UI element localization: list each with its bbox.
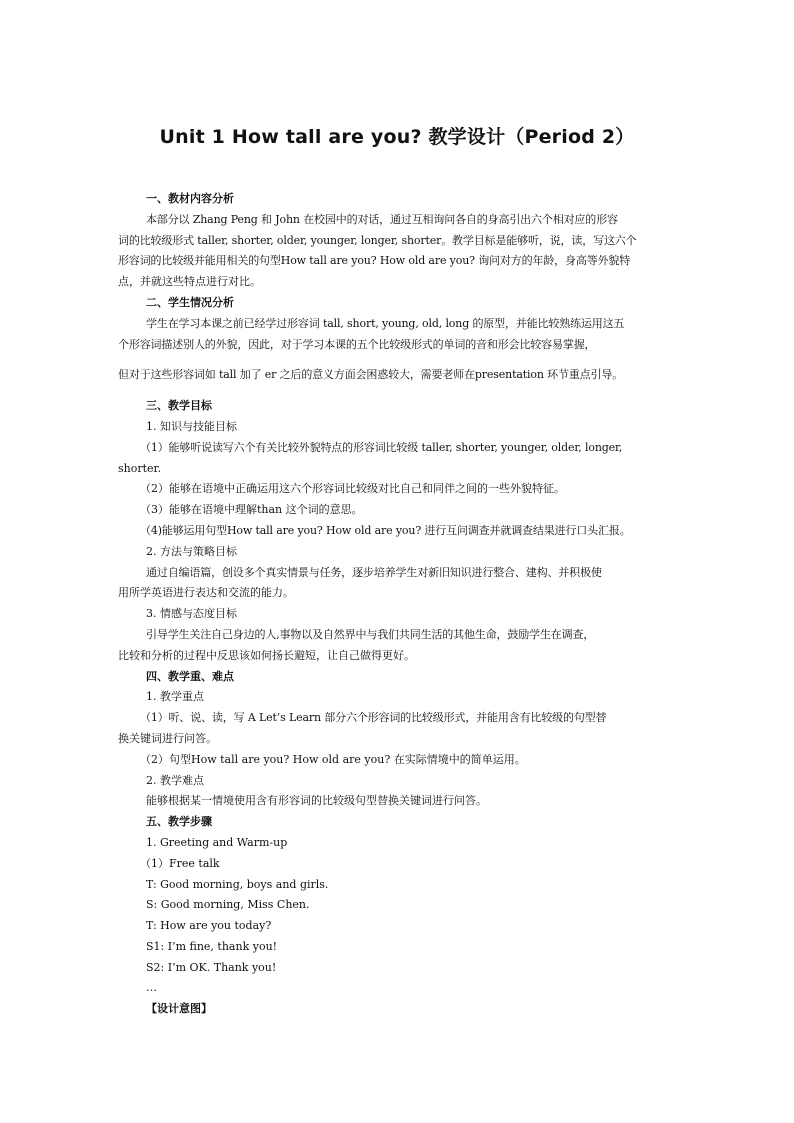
list-item: （1）能够听说读写六个有关比较外貌特点的形容词比较级 taller, shorter, younger, older, longer, [140,440,623,454]
paragraph-line: 比较和分析的过程中反思该如何扬长避短，让自己做得更好。 [118,648,415,662]
list-item-continuation: shorter. [118,461,162,475]
dialogue-line: S2: I’m OK. Thank you! [146,960,277,974]
paragraph-line: 能够根据某一情境使用含有形容词的比较级句型替换关键词进行问答。 [146,794,487,808]
section-heading-2: 二、学生情况分析 [146,295,234,309]
paragraph-line: 个形容词描述别人的外貌，因此，对于学习本课的五个比较级形式的单词的音和形会比较容易掌握， [118,337,596,351]
section-heading-4: 四、教学重、难点 [146,669,234,683]
subheading: 3. 情感与态度目标 [146,607,237,621]
paragraph-line: 但对于这些形容词如 tall 加了 er 之后的意义方面会困惑较大，需要老师在presentation 环节重点引导。 [118,368,624,382]
list-item: （3）能够在语境中理解than 这个词的意思。 [140,503,363,517]
subheading: 1. 教学重点 [146,690,204,704]
design-intent-heading: 【设计意图】 [146,1002,212,1016]
dialogue-line: S: Good morning, Miss Chen. [146,898,310,912]
list-item: （4)能够运用句型How tall are you? How old are you? 进行互问调查并就调查结果进行口头汇报。 [140,523,631,537]
list-item: （1）Free talk [140,856,220,870]
paragraph-line: 词的比较级形式 taller, shorter, older, younger, longer, shorter。教学目标是能够听，说，读，写这六个 [118,233,637,247]
subheading: 1. Greeting and Warm-up [146,835,288,849]
list-item: （1）听、说、读，写 A Let’s Learn 部分六个形容词的比较级形式，并能用含有比较级的句型替 [140,711,607,725]
dialogue-line: T: How are you today? [146,919,272,933]
subheading: 2. 方法与策略目标 [146,544,237,558]
document-body [118,189,678,1020]
section-heading-3: 三、教学目标 [146,399,212,413]
ellipsis: … [146,981,157,995]
page-title: Unit 1 How tall are you? 教学设计（Period 2） [159,126,635,148]
paragraph-line: 用所学英语进行表达和交流的能力。 [118,586,294,600]
paragraph-line: 引导学生关注自己身边的人,事物以及自然界中与我们共同生活的其他生命，鼓励学生在调查， [146,627,595,641]
subheading: 2. 教学难点 [146,773,204,787]
paragraph-line: 本部分以 Zhang Peng 和 John 在校园中的对话，通过互相询问各自的身高引出六个相对应的形容 [146,212,618,226]
list-item: （2）句型How tall are you? How old are you? 在实际情境中的简单运用。 [140,752,526,766]
section-heading-5: 五、教学步骤 [146,815,212,829]
paragraph-line: 通过自编语篇，创设多个真实情景与任务，逐步培养学生对新旧知识进行整合、建构、并积极使 [146,565,602,579]
list-item: （2）能够在语境中正确运用这六个形容词比较级对比自己和同伴之间的一些外貌特征。 [140,482,565,496]
dialogue-line: S1: I’m fine, thank you! [146,939,278,953]
section-heading-1: 一、教材内容分析 [146,192,234,205]
paragraph-line: 形容词的比较级并能用相关的句型How tall are you? How old are you? 询问对方的年龄，身高等外貌特 [118,254,631,268]
paragraph-line: 学生在学习本课之前已经学过形容词 tall, short, young, old, long 的原型，并能比较熟练运用这五 [146,316,625,330]
list-item-continuation: 换关键词进行问答。 [118,731,217,745]
subheading: 1. 知识与技能目标 [146,419,237,433]
paragraph-line: 点，并就这些特点进行对比。 [118,275,261,289]
dialogue-line: T: Good morning, boys and girls. [146,877,329,891]
